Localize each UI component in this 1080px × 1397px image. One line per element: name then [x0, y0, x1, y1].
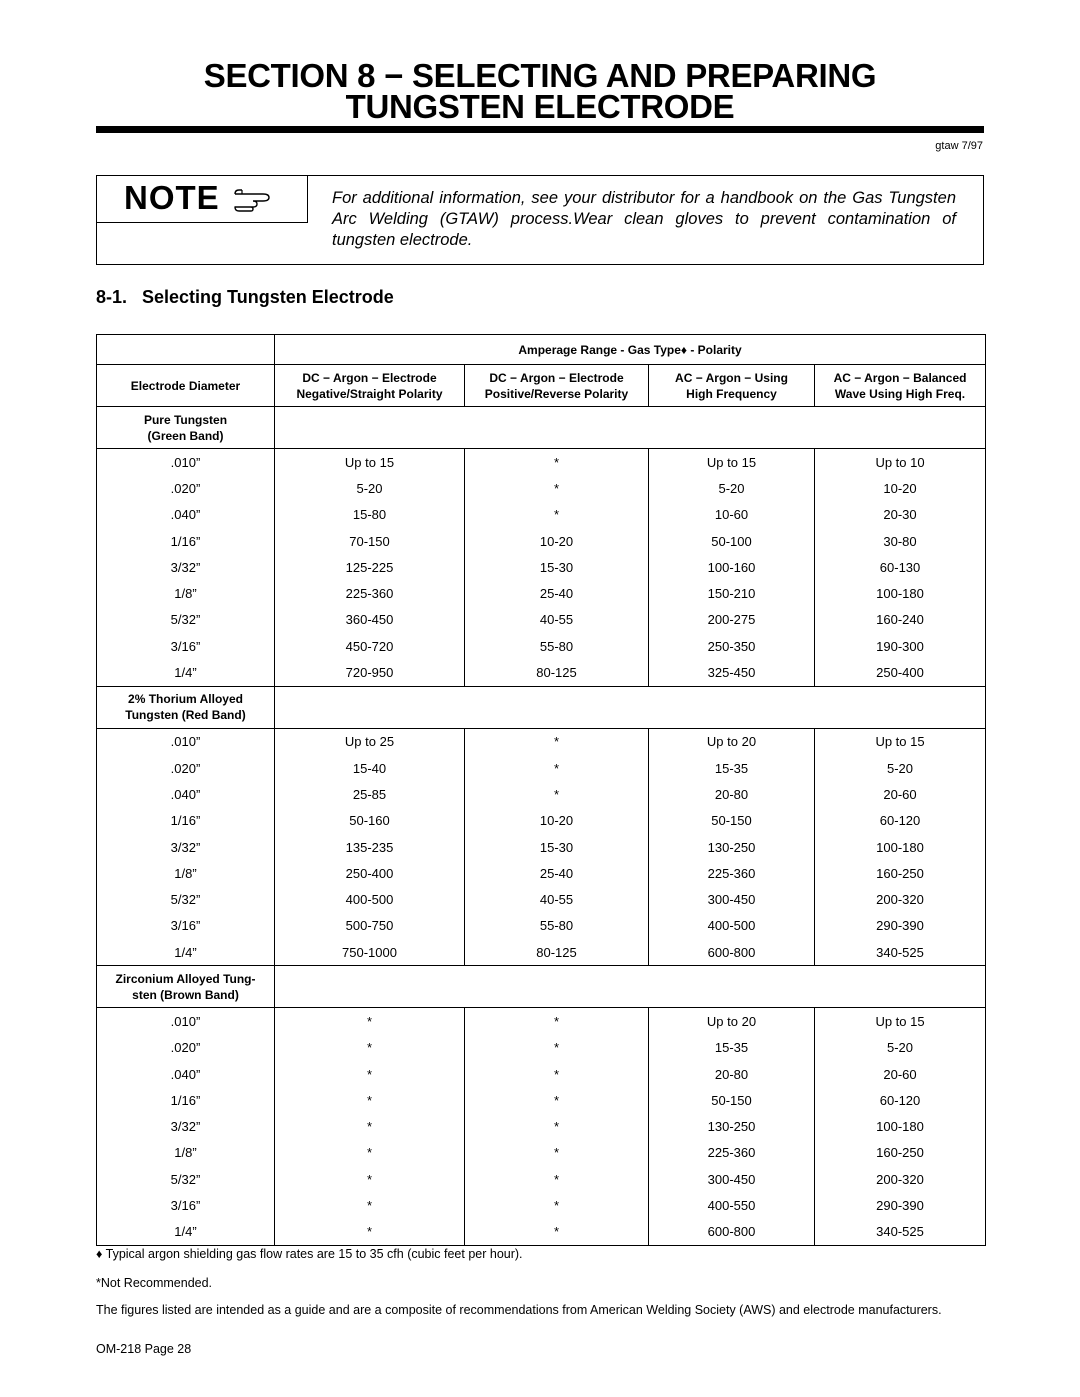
table-row: [97, 449, 986, 476]
diameter-cell: .010”: [97, 1008, 275, 1035]
col-header-diameter: Electrode Diameter: [97, 365, 275, 407]
amperage-cell: 750-1000: [275, 939, 465, 966]
column-header-row: [97, 365, 986, 407]
amperage-cell: 160-240: [815, 607, 986, 633]
table-row: [97, 607, 986, 633]
diameter-cell: 3/16”: [97, 633, 275, 659]
table-row: [97, 808, 986, 834]
amperage-cell: 450-720: [275, 633, 465, 659]
amperage-cell: 60-120: [815, 808, 986, 834]
amperage-cell: Up to 15: [815, 728, 986, 755]
amperage-cell: 20-60: [815, 781, 986, 807]
table-row: [97, 633, 986, 659]
table-row: [97, 1008, 986, 1035]
amperage-cell: 300-450: [649, 886, 815, 912]
amperage-cell: 130-250: [649, 1114, 815, 1140]
col-header-ac-balanced: AC − Argon − Balanced Wave Using High Freq.: [815, 365, 986, 407]
amperage-cell: 250-350: [649, 633, 815, 659]
diameter-cell: 3/16”: [97, 913, 275, 939]
amperage-cell: *: [465, 1008, 649, 1035]
table-row: [97, 913, 986, 939]
diameter-cell: 5/32”: [97, 886, 275, 912]
amperage-cell: *: [275, 1008, 465, 1035]
table-row: [97, 755, 986, 781]
amperage-cell: *: [465, 1061, 649, 1087]
note-box: [96, 175, 984, 265]
amperage-cell: 600-800: [649, 939, 815, 966]
amperage-cell: *: [465, 1219, 649, 1246]
amperage-cell: *: [465, 449, 649, 476]
amperage-cell: 200-320: [815, 886, 986, 912]
page-footer: OM-218 Page 28: [96, 1342, 192, 1356]
amperage-cell: 600-800: [649, 1219, 815, 1246]
amperage-cell: 50-100: [649, 528, 815, 554]
amperage-cell: 5-20: [815, 755, 986, 781]
note-label-box: [97, 176, 308, 223]
amperage-cell: 40-55: [465, 886, 649, 912]
amperage-cell: 720-950: [275, 659, 465, 686]
amperage-cell: *: [465, 1166, 649, 1192]
amperage-cell: *: [275, 1061, 465, 1087]
amperage-cell: 20-30: [815, 502, 986, 528]
diameter-cell: 1/8”: [97, 1140, 275, 1166]
group-label: Zirconium Alloyed Tung- sten (Brown Band): [97, 966, 275, 1008]
amperage-cell: *: [465, 1140, 649, 1166]
diameter-cell: .040”: [97, 781, 275, 807]
document-code: gtaw 7/97: [935, 140, 983, 152]
diameter-cell: 3/32”: [97, 554, 275, 580]
amperage-cell: 50-160: [275, 808, 465, 834]
diameter-cell: 1/16”: [97, 528, 275, 554]
diameter-cell: 1/8”: [97, 580, 275, 606]
diameter-cell: 1/16”: [97, 808, 275, 834]
amperage-cell: 340-525: [815, 939, 986, 966]
amperage-cell: 135-235: [275, 834, 465, 860]
diameter-cell: 1/4”: [97, 939, 275, 966]
table-row: [97, 1114, 986, 1140]
col-header-ac-hf: AC − Argon − Using High Frequency: [649, 365, 815, 407]
amperage-cell: 360-450: [275, 607, 465, 633]
amperage-cell: 80-125: [465, 659, 649, 686]
diameter-cell: 5/32”: [97, 607, 275, 633]
amperage-cell: 10-20: [815, 475, 986, 501]
amperage-cell: 100-160: [649, 554, 815, 580]
col-header-dcep: DC − Argon − Electrode Positive/Reverse Polarity: [465, 365, 649, 407]
amperage-cell: Up to 15: [649, 449, 815, 476]
amperage-cell: *: [465, 1035, 649, 1061]
amperage-cell: 160-250: [815, 860, 986, 886]
table-row: [97, 1219, 986, 1246]
amperage-cell: 290-390: [815, 913, 986, 939]
title-rule: [96, 126, 984, 133]
amperage-cell: Up to 20: [649, 1008, 815, 1035]
group-header-row: [97, 686, 986, 728]
table-row: [97, 1140, 986, 1166]
amperage-cell: 100-180: [815, 580, 986, 606]
gas-footnote: ♦ Typical argon shielding gas flow rates are 15 to 35 cfh (cubic feet per hour).: [96, 1247, 523, 1261]
note-label: NOTE: [124, 179, 220, 216]
amperage-cell: 25-40: [465, 860, 649, 886]
table-row: [97, 1087, 986, 1113]
electrode-amperage-table: [96, 334, 986, 1246]
table-row: [97, 554, 986, 580]
amperage-cell: 225-360: [649, 1140, 815, 1166]
table-row: [97, 502, 986, 528]
amperage-cell: 80-125: [465, 939, 649, 966]
table-row: [97, 1192, 986, 1218]
col-header-dcen: DC − Argon − Electrode Negative/Straight Polarity: [275, 365, 465, 407]
amperage-cell: 130-250: [649, 834, 815, 860]
amperage-cell: *: [275, 1114, 465, 1140]
amperage-cell: 150-210: [649, 580, 815, 606]
diameter-cell: 5/32”: [97, 1166, 275, 1192]
amperage-cell: 10-20: [465, 808, 649, 834]
amperage-cell: 55-80: [465, 913, 649, 939]
amperage-cell: *: [465, 1087, 649, 1113]
table-row: [97, 834, 986, 860]
amperage-cell: 400-500: [649, 913, 815, 939]
amperage-cell: *: [275, 1087, 465, 1113]
section-title: [96, 57, 984, 125]
amperage-cell: 5-20: [275, 475, 465, 501]
amperage-cell: 400-550: [649, 1192, 815, 1218]
amperage-cell: 70-150: [275, 528, 465, 554]
section-title-line2: TUNGSTEN ELECTRODE: [345, 88, 735, 125]
table-row: [97, 659, 986, 686]
diameter-cell: .020”: [97, 755, 275, 781]
amperage-cell: 5-20: [649, 475, 815, 501]
amperage-cell: 100-180: [815, 834, 986, 860]
amperage-cell: 100-180: [815, 1114, 986, 1140]
amperage-cell: 55-80: [465, 633, 649, 659]
diameter-cell: 1/16”: [97, 1087, 275, 1113]
amperage-cell: 30-80: [815, 528, 986, 554]
amperage-cell: *: [465, 1192, 649, 1218]
amperage-cell: 15-35: [649, 755, 815, 781]
amperage-cell: *: [465, 1114, 649, 1140]
amperage-cell: 325-450: [649, 659, 815, 686]
amperage-cell: 500-750: [275, 913, 465, 939]
not-recommended-footnote: *Not Recommended.: [96, 1276, 213, 1290]
amperage-cell: *: [465, 755, 649, 781]
amperage-cell: Up to 15: [815, 1008, 986, 1035]
amperage-cell: 15-30: [465, 554, 649, 580]
amperage-cell: *: [275, 1035, 465, 1061]
table-row: [97, 528, 986, 554]
amperage-cell: 225-360: [275, 580, 465, 606]
amperage-cell: Up to 20: [649, 728, 815, 755]
amperage-cell: *: [275, 1166, 465, 1192]
group-label: 2% Thorium Alloyed Tungsten (Red Band): [97, 686, 275, 728]
amperage-cell: 15-30: [465, 834, 649, 860]
table-row: [97, 475, 986, 501]
amperage-cell: 225-360: [649, 860, 815, 886]
table-row: [97, 728, 986, 755]
amperage-cell: 20-60: [815, 1061, 986, 1087]
amperage-cell: 60-130: [815, 554, 986, 580]
group-label: Pure Tungsten (Green Band): [97, 407, 275, 449]
amperage-cell: *: [465, 728, 649, 755]
amperage-cell: 20-80: [649, 1061, 815, 1087]
diameter-cell: 3/32”: [97, 834, 275, 860]
table-row: [97, 781, 986, 807]
composite-footnote: The figures listed are intended as a guide and are a composite of recommendations from American Welding Society (AWS) and electrode manufacturers.: [96, 1303, 942, 1317]
amperage-cell: 200-275: [649, 607, 815, 633]
diameter-cell: 1/4”: [97, 659, 275, 686]
amperage-cell: 15-80: [275, 502, 465, 528]
amperage-cell: 250-400: [275, 860, 465, 886]
subsection-heading: 8-1. Selecting Tungsten Electrode: [96, 287, 394, 307]
diameter-cell: .040”: [97, 1061, 275, 1087]
amperage-cell: 50-150: [649, 808, 815, 834]
table-row: [97, 1035, 986, 1061]
diameter-cell: .010”: [97, 449, 275, 476]
amperage-cell: *: [275, 1192, 465, 1218]
amperage-cell: *: [465, 781, 649, 807]
diameter-cell: .020”: [97, 1035, 275, 1061]
diameter-cell: .020”: [97, 475, 275, 501]
table-row: [97, 886, 986, 912]
note-text: For additional information, see your distributor for a handbook on the Gas Tungsten Arc Welding (GTAW) process.Wear clean gloves to prevent contamination of tungsten electrode.: [332, 189, 956, 249]
amperage-cell: 40-55: [465, 607, 649, 633]
amperage-cell: 10-60: [649, 502, 815, 528]
table-row: [97, 1166, 986, 1192]
amperage-cell: *: [275, 1219, 465, 1246]
amperage-cell: 20-80: [649, 781, 815, 807]
diameter-cell: 3/16”: [97, 1192, 275, 1218]
diameter-cell: .040”: [97, 502, 275, 528]
amperage-cell: 15-35: [649, 1035, 815, 1061]
amperage-cell: 340-525: [815, 1219, 986, 1246]
table-row: [97, 939, 986, 966]
section-title-line1: SECTION 8 − SELECTING AND PREPARING: [203, 57, 877, 94]
amperage-cell: 50-150: [649, 1087, 815, 1113]
amperage-cell: 25-85: [275, 781, 465, 807]
amperage-cell: 5-20: [815, 1035, 986, 1061]
amperage-cell: Up to 15: [275, 449, 465, 476]
amperage-cell: 10-20: [465, 528, 649, 554]
diameter-cell: 1/4”: [97, 1219, 275, 1246]
super-header: Amperage Range - Gas Type♦ - Polarity: [275, 335, 986, 365]
table-super-header-row: [97, 335, 986, 365]
table-row: [97, 860, 986, 886]
table-row: [97, 580, 986, 606]
pointing-hand-icon: [233, 186, 273, 212]
amperage-cell: 190-300: [815, 633, 986, 659]
amperage-cell: 300-450: [649, 1166, 815, 1192]
amperage-cell: *: [465, 502, 649, 528]
group-header-row: [97, 966, 986, 1008]
diameter-cell: .010”: [97, 728, 275, 755]
amperage-cell: 400-500: [275, 886, 465, 912]
amperage-cell: 15-40: [275, 755, 465, 781]
amperage-cell: 60-120: [815, 1087, 986, 1113]
amperage-cell: 250-400: [815, 659, 986, 686]
group-header-row: [97, 407, 986, 449]
diameter-cell: 1/8”: [97, 860, 275, 886]
amperage-cell: Up to 10: [815, 449, 986, 476]
amperage-cell: 290-390: [815, 1192, 986, 1218]
table-row: [97, 1061, 986, 1087]
amperage-cell: 25-40: [465, 580, 649, 606]
amperage-cell: 200-320: [815, 1166, 986, 1192]
amperage-cell: *: [465, 475, 649, 501]
amperage-cell: 125-225: [275, 554, 465, 580]
amperage-cell: Up to 25: [275, 728, 465, 755]
amperage-cell: 160-250: [815, 1140, 986, 1166]
amperage-cell: *: [275, 1140, 465, 1166]
diameter-cell: 3/32”: [97, 1114, 275, 1140]
